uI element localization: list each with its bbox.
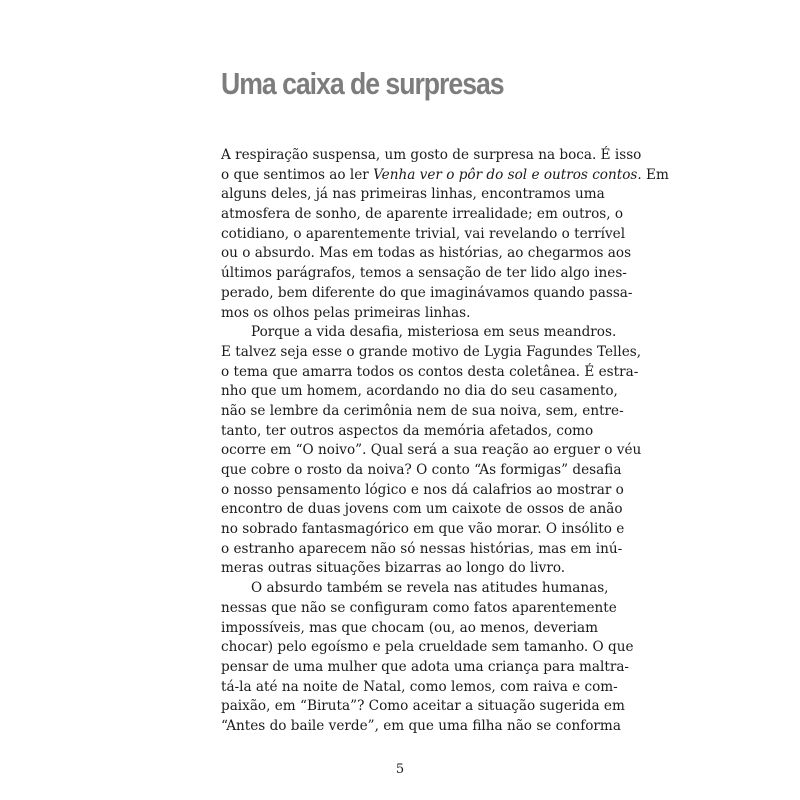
text-line: o estranho aparecem não só nessas histórias, mas em inú-	[221, 540, 623, 557]
text-line: atmosfera de sonho, de aparente irrealidade; em outros, o	[221, 206, 624, 223]
text-line: encontro de duas jovens com um caixote de ossos de anão	[221, 501, 623, 518]
text-line: E talvez seja esse o grande motivo de Lygia Fagundes Telles,	[221, 343, 642, 360]
text-run: o que sentimos ao ler	[221, 166, 374, 183]
text-line: paixão, em “Biruta”? Como aceitar a situação sugerida em	[221, 698, 625, 715]
text-line: não se lembre da cerimônia nem de sua noiva, sem, entre-	[221, 402, 624, 419]
text-line: tá-la até na noite de Natal, como lemos, com raiva e com-	[221, 678, 618, 695]
text-line: nho que um homem, acordando no dia do seu casamento,	[221, 383, 618, 400]
text-line: que cobre o rosto da noiva? O conto “As formigas” desafia	[221, 462, 622, 478]
text-line: pensar de uma mulher que adota uma criança para maltra-	[221, 658, 630, 675]
text-line: tanto, ter outros aspectos da memória afetados, como	[221, 422, 594, 439]
chapter-title: Uma caixa de surpresas	[221, 66, 504, 101]
text-line: nessas que não se configuram como fatos aparentemente	[221, 599, 617, 616]
text-line: “Antes do baile verde”, em que uma filha não se conforma	[221, 717, 621, 734]
text-line: chocar) pelo egoísmo e pela crueldade sem tamanho. O que	[221, 639, 634, 656]
text-line: meras outras situações bizarras ao longo do livro.	[221, 560, 566, 577]
text-line	[221, 166, 669, 186]
text-line: alguns deles, já nas primeiras linhas, encontramos uma	[221, 186, 605, 203]
text-line: impossíveis, mas que chocam (ou, ao menos, deveriam	[221, 619, 599, 636]
text-line: perado, bem diferente do que imaginávamos quando passa-	[221, 284, 633, 301]
text-line: mos os olhos pelas primeiras linhas.	[221, 304, 471, 321]
text-line: últimos parágrafos, temos a sensação de ter lido algo ines-	[221, 265, 627, 282]
text-line: A respiração suspensa, um gosto de surpresa na boca. É isso	[221, 147, 642, 163]
text-line: o tema que amarra todos os contos desta coletânea. É estra-	[221, 363, 639, 380]
text-line: o nosso pensamento lógico e nos dá calafrios ao mostrar o	[221, 481, 624, 498]
text-line: ocorre em “O noivo”. Qual será a sua reação ao erguer o véu	[221, 442, 642, 459]
text-line: Porque a vida desafia, misteriosa em seus meandros.	[251, 324, 617, 341]
text-line: ou o absurdo. Mas em todas as histórias, ao chegarmos aos	[221, 245, 632, 262]
book-title-italic: Venha ver o pôr do sol e outros contos	[373, 166, 638, 183]
text-line: no sobrado fantasmagórico em que vão morar. O insólito e	[221, 521, 625, 538]
page-number: 5	[395, 762, 405, 777]
text-run: . Em	[637, 166, 669, 183]
text-line: cotidiano, o aparentemente trivial, vai revelando o terrível	[221, 225, 626, 242]
body-text	[221, 146, 669, 737]
text-line: O absurdo também se revela nas atitudes humanas,	[251, 580, 609, 597]
